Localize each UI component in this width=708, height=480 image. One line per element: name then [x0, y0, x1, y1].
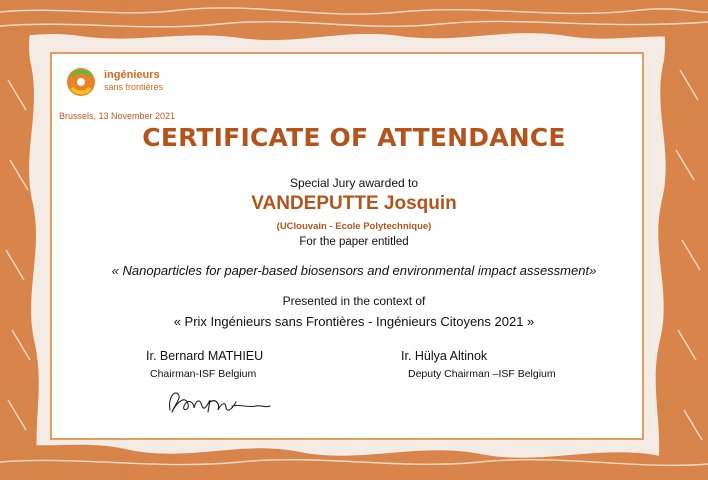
prize-name: « Prix Ingénieurs sans Frontières - Ingénieurs Citoyens 2021 » — [173, 314, 535, 329]
certificate-title: CERTIFICATE OF ATTENDANCE — [142, 123, 566, 152]
logo-wordmark-line2: sans frontières — [104, 82, 164, 92]
place-date: Brussels, 13 November 2021 — [59, 111, 176, 121]
signatory-1-name: Ir. Bernard MATHIEU — [146, 349, 264, 363]
context-intro: Presented in the context of — [282, 294, 426, 308]
recipient-name: VANDEPUTTE Josquin — [251, 193, 457, 214]
recipient-affiliation: (UClouvain - Ecole Polytechnique) — [276, 221, 432, 232]
signatory-1-role: Chairman-ISF Belgium — [150, 368, 257, 380]
paper-intro: For the paper entitled — [299, 236, 409, 248]
logo-wordmark-line1: ingénieurs — [104, 69, 160, 81]
award-line: Special Jury awarded to — [289, 176, 419, 190]
signatory-2-name: Ir. Hülya Altinok — [401, 349, 488, 363]
signatory-2-role: Deputy Chairman –ISF Belgium — [408, 368, 556, 380]
paper-title: « Nanoparticles for paper-based biosensors and environmental impact assessment» — [111, 263, 597, 278]
handwritten-signature — [164, 384, 274, 420]
